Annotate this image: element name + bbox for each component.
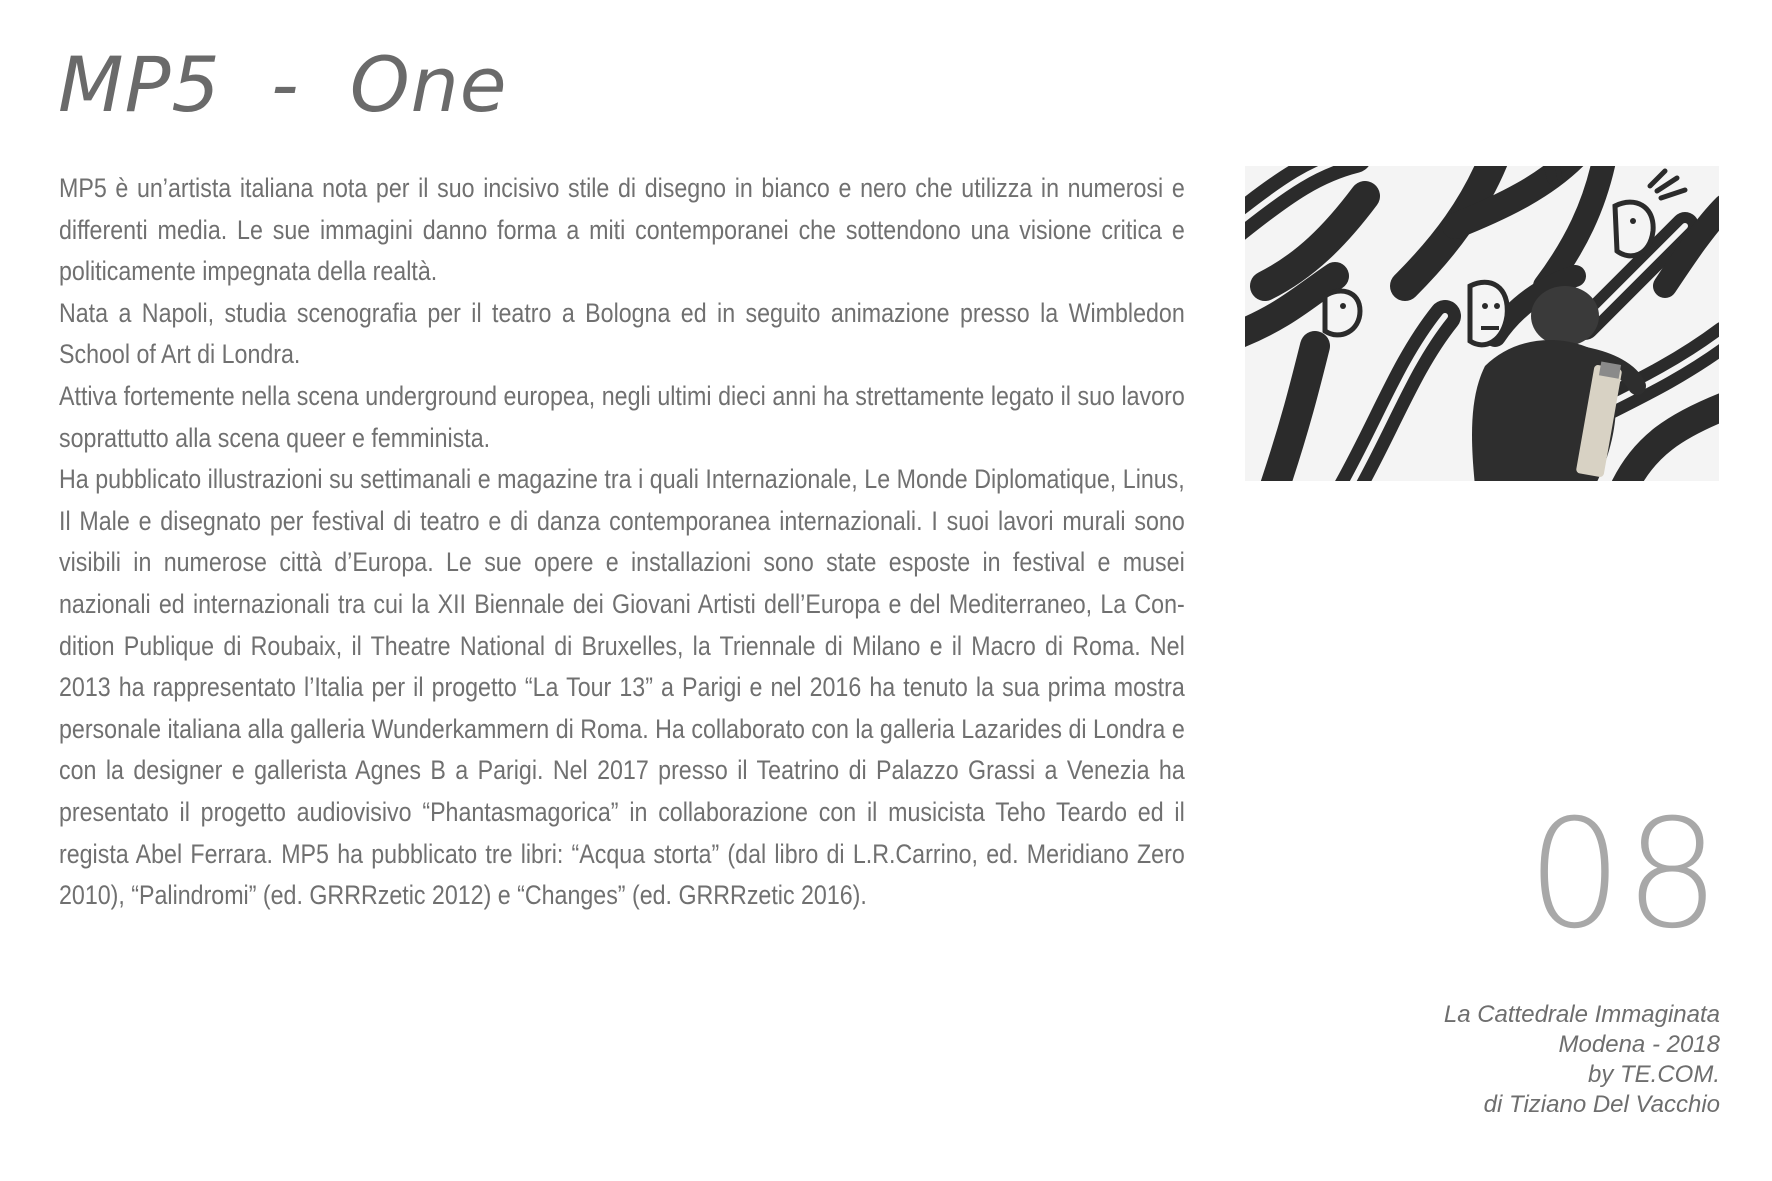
bio-paragraph-2: Nata a Napoli, studia scenografia per il teatro a Bologna ed in seguito animazione presso la Wimbledon School of Art di Londra. (59, 297, 1185, 370)
credits-location-year: Modena - 2018 (1558, 1031, 1720, 1058)
credits-event: La Cattedrale Immaginata (1443, 1001, 1720, 1028)
credits-block (1444, 1000, 1720, 1120)
bio-paragraph-1: MP5 è un’artista italiana nota per il suo incisivo stile di disegno in bianco e nero che utilizza in numerosi e differenti media. Le sue immagini danno forma a miti contemporanei che sottendono una visione critica e politicamente impegnata della realtà. (59, 173, 1185, 287)
credits-organizer: by TE.COM. (1587, 1061, 1720, 1088)
artist-biography (59, 168, 1185, 917)
mural-photo (1245, 166, 1719, 481)
page-title: MP5 - One (58, 40, 508, 129)
page-number: 08 (1527, 788, 1722, 962)
bio-paragraph-3: Attiva fortemente nella scena underground europea, negli ultimi dieci anni ha strettamente legato il suo lavoro soprattutto alla scena queer e femminista. (59, 380, 1185, 453)
bio-paragraph-4: Ha pubblicato illustrazioni su settimanali e magazine tra i quali Internazionale, Le Monde Diplomatique, Linus, Il Male e disegnato per festival di teatro e di danza contemporanea internazionali. I suoi lavori murali sono visibili in numerose città d’Europa. Le sue opere e installazioni sono state esposte in festival e musei nazionali ed internazionali tra cui la XII Biennale dei Giovani Artisti dell’Europa e del Mediterraneo, La Con-dition Publique di Roubaix, il Theatre National di Bruxelles, la Triennale di Milano e il Macro di Roma. Nel 2013 ha rappresentato l’Italia per il progetto “La Tour 13” a Parigi e nel 2016 ha tenuto la sua prima mostra personale italiana alla galleria Wunderkammern di Roma. Ha collaborato con la galleria Lazarides di Londra e con la designer e gallerista Agnes B a Parigi. Nel 2017 presso il Teatrino di Palazzo Grassi a Venezia ha presentato il progetto audiovisivo “Phantasmagorica” in collaborazione con il musicista Teho Teardo ed il regista Abel Ferrara. MP5 ha pubblicato tre libri: “Acqua storta” (dal libro di L.R.Carrino, ed. Meridiano Zero 2010), “Palindromi” (ed. GRRRzetic 2012) e “Changes” (ed. GRRRzetic 2016). (59, 464, 1185, 911)
credits-author: di Tiziano Del Vacchio (1483, 1091, 1720, 1118)
mural-illustration (1245, 166, 1719, 481)
